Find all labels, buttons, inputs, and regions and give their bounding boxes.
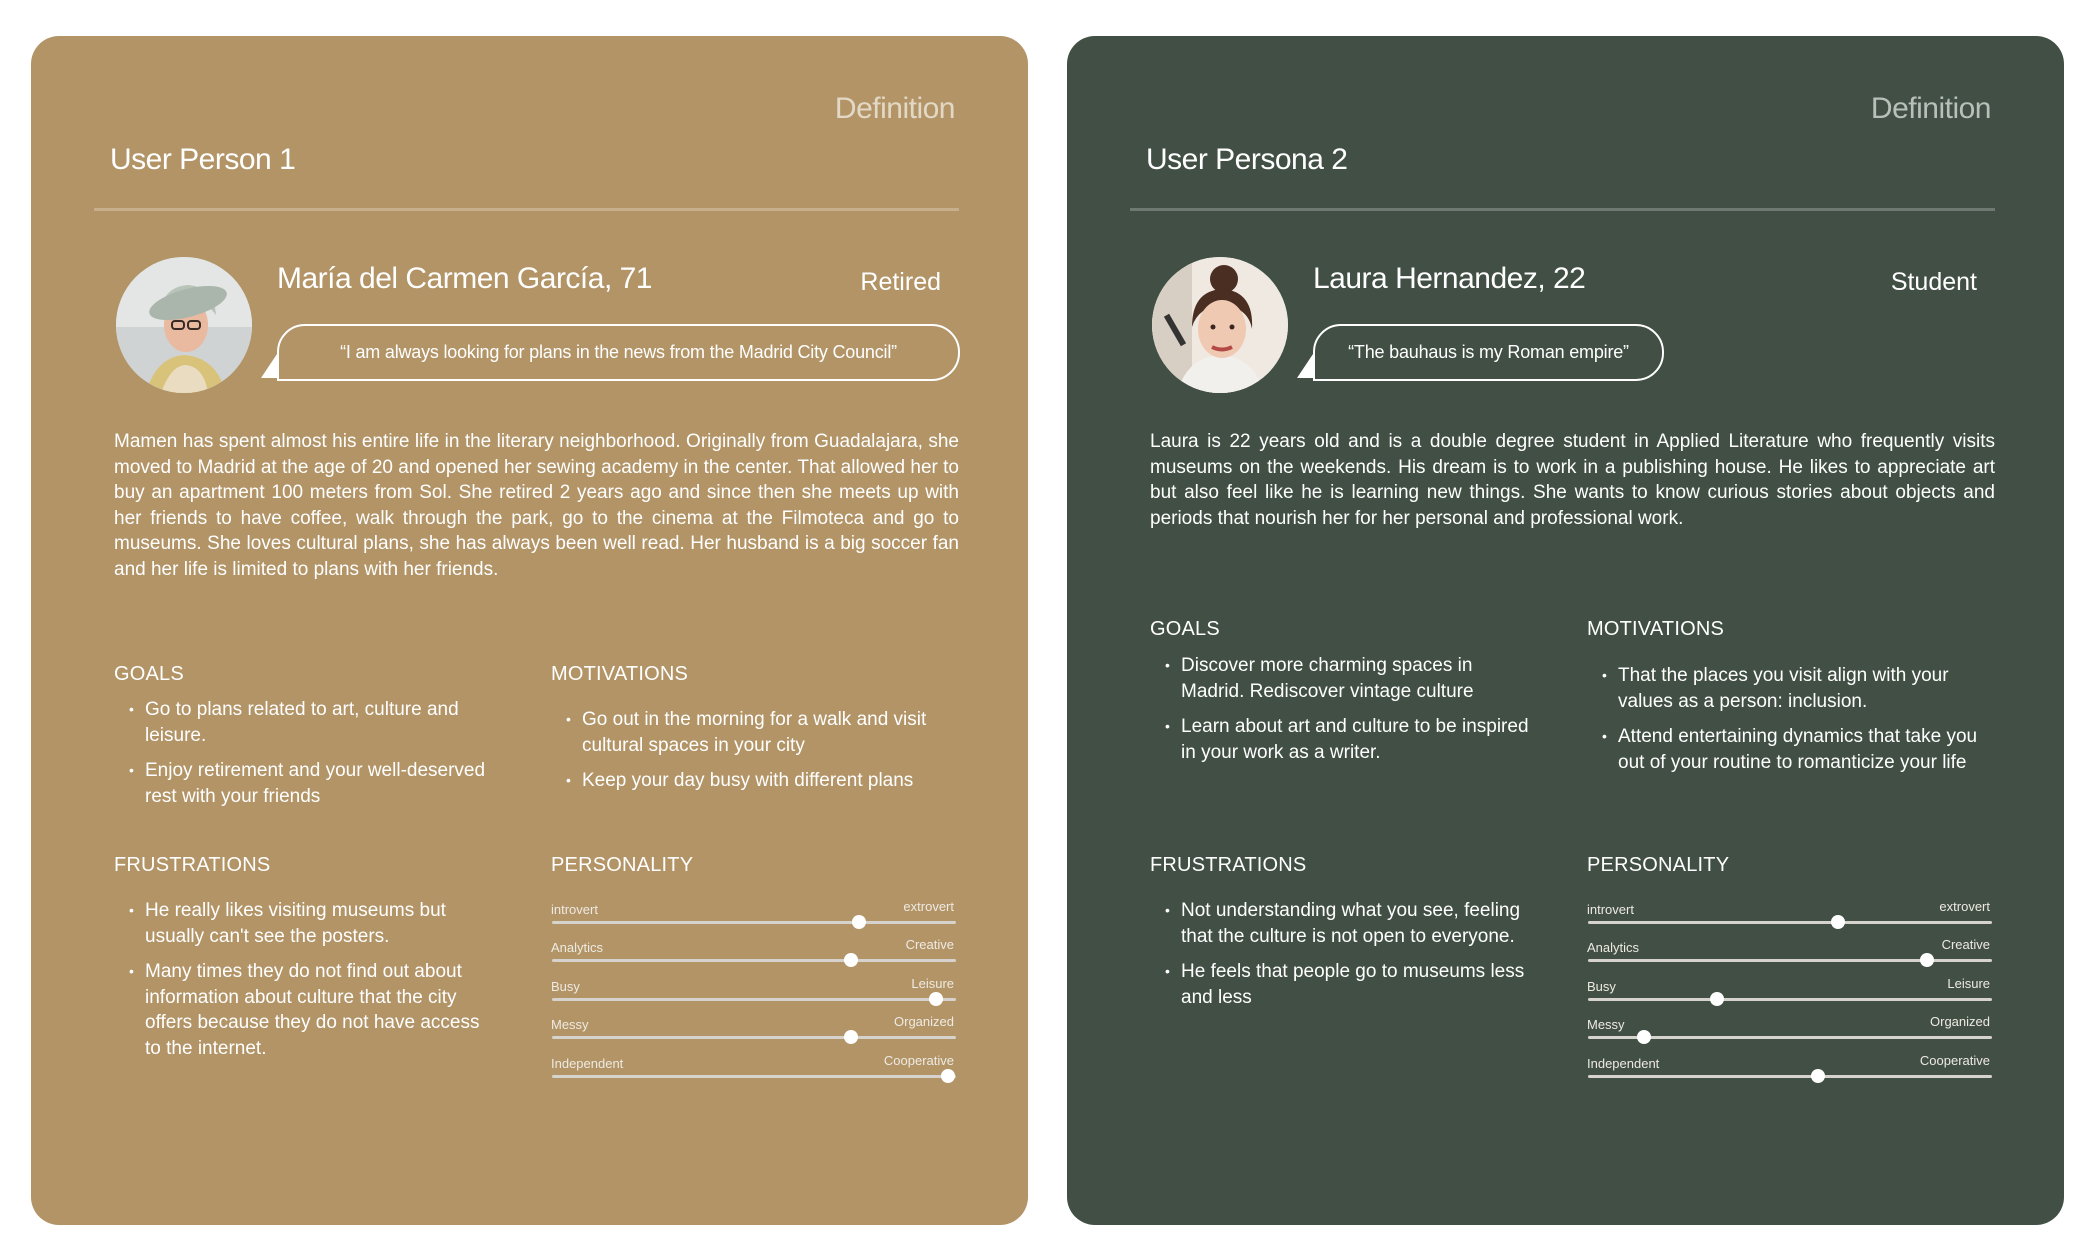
personality-slider[interactable] (551, 896, 956, 934)
goals-heading: GOALS (114, 663, 184, 685)
slider-thumb[interactable] (844, 1030, 858, 1044)
bullet-item (1150, 653, 1530, 704)
personality-sliders (1587, 896, 1992, 1088)
bullet-icon: • (1165, 718, 1170, 734)
bullet-text: Many times they do not find out about information about culture that the city offers because they do not have access to the internet. (145, 961, 480, 1059)
bullet-icon: • (1602, 728, 1607, 744)
speech-bubble-tail-icon (261, 354, 277, 378)
quote-bubble (1313, 324, 1664, 381)
slider-track[interactable] (1588, 921, 1992, 924)
bullet-text: Go to plans related to art, culture and leisure. (145, 699, 459, 746)
quote-text: “I am always looking for plans in the news from the Madrid City Council” (340, 342, 897, 362)
slider-right-label: Leisure (911, 975, 954, 991)
bullet-icon: • (566, 772, 571, 788)
persona-card-1 (31, 36, 1028, 1225)
bullet-icon: • (129, 902, 134, 918)
bullet-item (1587, 724, 1992, 775)
bullet-icon: • (1165, 902, 1170, 918)
bullet-icon: • (566, 711, 571, 727)
persona-role: Retired (860, 268, 941, 296)
divider (94, 208, 959, 211)
persona-bio: Mamen has spent almost his entire life in the literary neighborhood. Originally from Guadalajara, she moved to Madrid at the age of 20 and opened her sewing academy in the center. That allowed her to buy an apartment 100 meters from Sol. She retired 2 years ago and since then she meets up with her friends to have coffee, walk through the park, go to the cinema at the Filmoteca and go to museums. She loves cultural plans, she has always been well read. Her husband is a big soccer fan and her life is limited to plans with her friends. (114, 431, 959, 580)
bullet-icon: • (1602, 667, 1607, 683)
bullet-icon: • (1165, 963, 1170, 979)
slider-left-label: introvert (551, 902, 598, 917)
goals-list (114, 697, 494, 819)
slider-thumb[interactable] (1637, 1030, 1651, 1044)
persona-bio: Laura is 22 years old and is a double degree student in Applied Literature who frequently visits museums on the weekends. His dream is to work in a publishing house. He likes to appreciate art but also feel like he is learning new things. She wants to know curious stories about objects and periods that nourish her for her personal and professional work. (1150, 431, 1995, 529)
persona-role: Student (1890, 268, 1977, 296)
bullet-item (1587, 663, 1992, 714)
slider-left-label: Busy (551, 978, 580, 994)
frustrations-list (1150, 898, 1530, 1020)
slider-right-label: extrovert (1939, 899, 1990, 914)
personality-heading: PERSONALITY (1587, 854, 1730, 876)
bullet-text: Discover more charming spaces in Madrid. Rediscover vintage culture (1181, 655, 1474, 702)
bullet-text: Attend entertaining dynamics that take you out of your routine to romanticize your life (1618, 726, 1978, 773)
frustrations-heading: FRUSTRATIONS (1150, 854, 1307, 876)
frustrations-list (114, 898, 494, 1071)
bullet-icon: • (129, 701, 134, 717)
bullet-text: He feels that people go to museums less and less (1181, 961, 1525, 1008)
slider-thumb[interactable] (1811, 1069, 1825, 1083)
slider-track[interactable] (552, 998, 956, 1001)
definition-label: Definition (834, 92, 955, 125)
slider-right-label: Organized (1930, 1014, 1990, 1030)
persona-title: User Persona 2 (1146, 143, 1348, 176)
bullet-text: Go out in the morning for a walk and visit cultural spaces in your city (582, 709, 927, 756)
bullet-text: He really likes visiting museums but usually can't see the posters. (145, 900, 446, 947)
motivations-list (551, 707, 956, 804)
slider-track[interactable] (1588, 1075, 1992, 1078)
bullet-item (114, 758, 494, 809)
bullet-item (114, 959, 494, 1061)
bullet-icon: • (129, 963, 134, 979)
quote-bubble (277, 324, 960, 381)
bullet-item (1150, 898, 1530, 949)
slider-right-label: Cooperative (1919, 1052, 1990, 1068)
frustrations-heading: FRUSTRATIONS (114, 854, 271, 876)
slider-left-label: Independent (1587, 1055, 1660, 1071)
divider (1130, 208, 1995, 211)
slider-track[interactable] (1588, 998, 1992, 1001)
slider-right-label: Creative (1941, 937, 1990, 953)
personality-sliders (551, 896, 956, 1088)
personality-slider[interactable] (1587, 1011, 1992, 1049)
goals-heading: GOALS (1150, 618, 1220, 640)
bullet-text: Keep your day busy with different plans (582, 770, 914, 791)
slider-right-label: Leisure (1947, 975, 1990, 991)
slider-right-label: Creative (905, 937, 954, 953)
goals-list (1150, 653, 1530, 775)
bullet-item (1150, 714, 1530, 765)
slider-track[interactable] (552, 1036, 956, 1039)
slider-track[interactable] (552, 921, 956, 924)
bullet-icon: • (1165, 657, 1170, 673)
personality-slider[interactable] (551, 1011, 956, 1049)
persona-name: María del Carmen García, 71 (277, 262, 652, 295)
slider-right-label: Cooperative (883, 1052, 954, 1068)
speech-bubble-tail-icon (1297, 354, 1313, 378)
bullet-item (551, 707, 956, 758)
slider-track[interactable] (552, 1075, 956, 1078)
slider-thumb[interactable] (844, 953, 858, 967)
slider-thumb[interactable] (1831, 915, 1845, 929)
slider-left-label: introvert (1587, 902, 1634, 917)
avatar (116, 257, 252, 393)
slider-left-label: Busy (1587, 978, 1616, 994)
personality-slider[interactable] (551, 934, 956, 972)
slider-thumb[interactable] (941, 1069, 955, 1083)
persona-name: Laura Hernandez, 22 (1313, 262, 1586, 295)
slider-right-label: extrovert (903, 899, 954, 914)
bullet-text: Enjoy retirement and your well-deserved rest with your friends (145, 760, 486, 807)
bullet-item (114, 697, 494, 748)
bullet-item (1150, 959, 1530, 1010)
bullet-icon: • (129, 762, 134, 778)
slider-thumb[interactable] (852, 915, 866, 929)
personality-slider[interactable] (1587, 896, 1992, 934)
personality-heading: PERSONALITY (551, 854, 694, 876)
personality-slider[interactable] (551, 973, 956, 1011)
personality-slider[interactable] (1587, 973, 1992, 1011)
definition-label: Definition (1870, 92, 1991, 125)
persona-card-2 (1067, 36, 2064, 1225)
slider-left-label: Messy (1587, 1017, 1625, 1033)
quote-text: “The bauhaus is my Roman empire” (1348, 342, 1629, 362)
bullet-text: That the places you visit align with your values as a person: inclusion. (1618, 665, 1949, 712)
slider-thumb[interactable] (1710, 992, 1724, 1006)
slider-thumb[interactable] (929, 992, 943, 1006)
personality-slider[interactable] (551, 1050, 956, 1088)
personality-slider[interactable] (1587, 934, 1992, 972)
bullet-text: Not understanding what you see, feeling that the culture is not open to everyone. (1181, 900, 1521, 947)
slider-left-label: Independent (551, 1055, 624, 1071)
motivations-list (1587, 663, 1992, 785)
slider-thumb[interactable] (1920, 953, 1934, 967)
slider-left-label: Analytics (1587, 940, 1640, 956)
motivations-heading: MOTIVATIONS (1587, 618, 1725, 640)
motivations-heading: MOTIVATIONS (551, 663, 689, 685)
persona-title: User Person 1 (110, 143, 296, 176)
slider-track[interactable] (552, 959, 956, 962)
avatar (1152, 257, 1288, 393)
bullet-item (114, 898, 494, 949)
bullet-text: Learn about art and culture to be inspired in your work as a writer. (1181, 716, 1529, 763)
personality-slider[interactable] (1587, 1050, 1992, 1088)
slider-left-label: Analytics (551, 940, 604, 956)
slider-right-label: Organized (894, 1014, 954, 1030)
slider-left-label: Messy (551, 1017, 589, 1033)
bullet-item (551, 768, 956, 794)
